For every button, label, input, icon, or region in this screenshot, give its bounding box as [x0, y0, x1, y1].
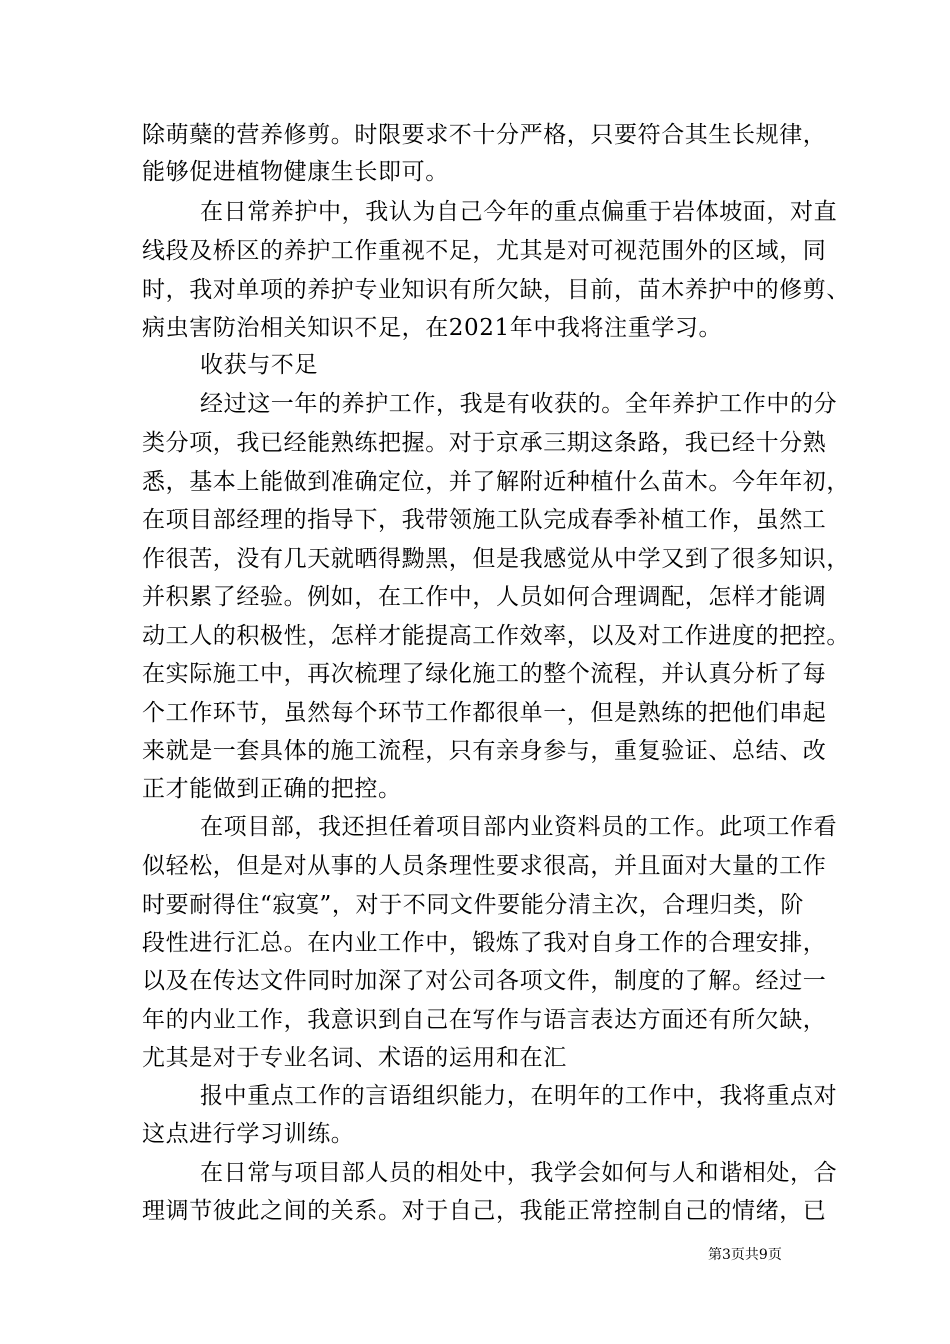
- text-line: 并积累了经验。例如，在工作中，人员如何合理调配，怎样才能调: [142, 584, 827, 610]
- text-line: 以及在传达文件同时加深了对公司各项文件，制度的了解。经过一: [142, 968, 827, 994]
- text-line: 在项目部经理的指导下，我带领施工队完成春季补植工作，虽然工: [142, 507, 827, 533]
- paragraph-start-line: 报中重点工作的言语组织能力，在明年的工作中，我将重点对: [200, 1083, 838, 1109]
- paragraph-start-line: 在日常养护中，我认为自己今年的重点偏重于岩体坡面，对直: [200, 199, 838, 225]
- text-line: 作很苦，没有几天就晒得黝黑，但是我感觉从中学又到了很多知识，: [142, 546, 850, 572]
- text-line: 理调节彼此之间的关系。对于自己，我能正常控制自己的情绪，已: [142, 1198, 827, 1224]
- text-line: 能够促进植物健康生长即可。: [142, 159, 449, 185]
- text-line: 动工人的积极性，怎样才能提高工作效率，以及对工作进度的把控。: [142, 623, 850, 649]
- text-line: 时要耐得住“寂寞”，对于不同文件要能分清主次，合理归类，阶: [142, 892, 804, 918]
- paragraph-start-line: 经过这一年的养护工作，我是有收获的。全年养护工作中的分: [200, 391, 838, 417]
- text-line: 尤其是对于专业名词、术语的运用和在汇: [142, 1045, 567, 1071]
- text-line: 似轻松，但是对从事的人员条理性要求很高，并且面对大量的工作: [142, 853, 827, 879]
- text-line: 时，我对单项的养护专业知识有所欠缺，目前，苗木养护中的修剪、: [142, 277, 850, 303]
- text-line: 段性进行汇总。在内业工作中，锻炼了我对自身工作的合理安排，: [142, 930, 827, 956]
- text-line: 类分项，我已经能熟练把握。对于京承三期这条路，我已经十分熟: [142, 430, 827, 456]
- text-line: 来就是一套具体的施工流程，只有亲身参与，重复验证、总结、改: [142, 738, 827, 764]
- paragraph-start-line: 在日常与项目部人员的相处中，我学会如何与人和谐相处，合: [200, 1160, 838, 1186]
- text-line: 这点进行学习训练。: [142, 1121, 355, 1147]
- paragraph-start-line: 在项目部，我还担任着项目部内业资料员的工作。此项工作看: [200, 814, 838, 840]
- text-line: 在实际施工中，再次梳理了绿化施工的整个流程，并认真分析了每: [142, 661, 827, 687]
- text-line: 病虫害防治相关知识不足，在2021年中我将注重学习。: [142, 315, 723, 341]
- page-number: 第3页共9页: [708, 1247, 782, 1263]
- text-line: 除萌蘖的营养修剪。时限要求不十分严格，只要符合其生长规律，: [142, 122, 827, 148]
- text-line: 正才能做到正确的把控。: [142, 776, 402, 802]
- text-line: 年的内业工作，我意识到自己在写作与语言表达方面还有所欠缺，: [142, 1007, 827, 1033]
- text-line: 悉，基本上能做到准确定位，并了解附近种植什么苗木。今年年初，: [142, 469, 850, 495]
- section-heading: 收获与不足: [200, 352, 318, 378]
- text-line: 个工作环节，虽然每个环节工作都很单一，但是熟练的把他们串起: [142, 700, 827, 726]
- text-line: 线段及桥区的养护工作重视不足，尤其是对可视范围外的区域，同: [142, 238, 827, 264]
